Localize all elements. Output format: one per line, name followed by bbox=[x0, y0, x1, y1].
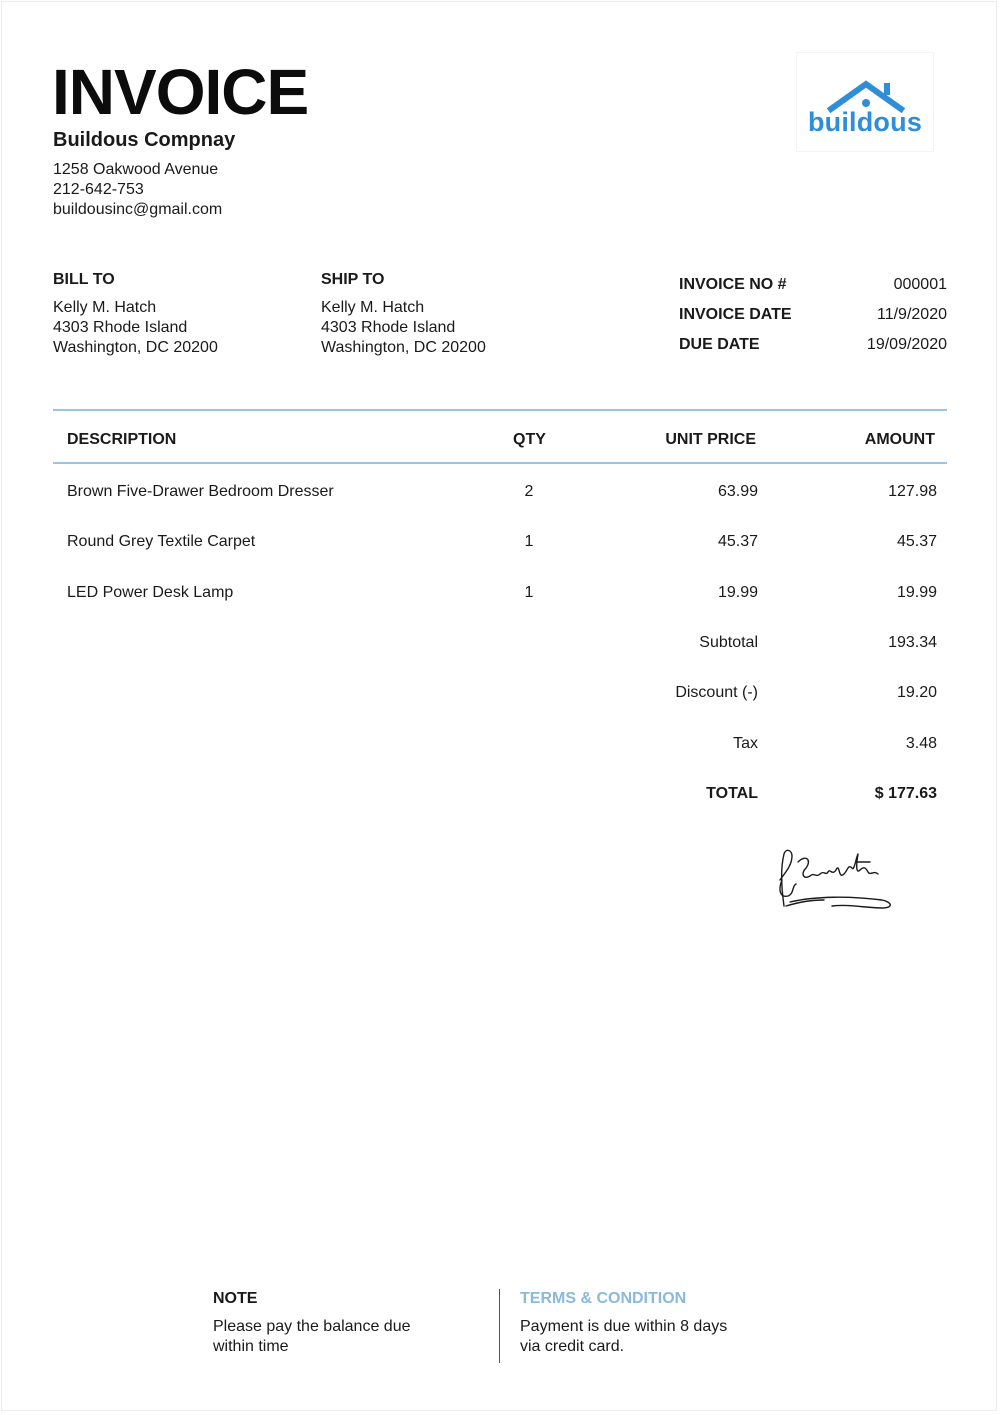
invoice-page bbox=[1, 1, 997, 1411]
ship-to-section bbox=[321, 270, 486, 358]
company-phone: 212-642-753 bbox=[53, 181, 144, 198]
subtotal-label: Subtotal bbox=[699, 634, 758, 651]
table-header-rule bbox=[53, 462, 947, 464]
invoice-number-value: 000001 bbox=[893, 276, 947, 293]
header-unit-price: UNIT PRICE bbox=[665, 431, 756, 448]
item-qty: 1 bbox=[524, 584, 534, 601]
note-heading: NOTE bbox=[213, 1290, 258, 1307]
discount-label: Discount (-) bbox=[675, 684, 758, 701]
item-unit-price: 19.99 bbox=[717, 584, 758, 601]
total-label: TOTAL bbox=[706, 785, 758, 802]
table-row bbox=[53, 482, 947, 502]
due-date-value: 19/09/2020 bbox=[866, 336, 947, 353]
item-amount: 19.99 bbox=[896, 584, 937, 601]
company-street: 1258 Oakwood Avenue bbox=[53, 161, 219, 178]
table-top-rule bbox=[53, 409, 947, 411]
header-description: DESCRIPTION bbox=[67, 431, 177, 448]
signature-image bbox=[770, 840, 898, 914]
item-description: LED Power Desk Lamp bbox=[67, 584, 234, 601]
company-address bbox=[53, 160, 222, 220]
discount-value: 19.20 bbox=[896, 684, 937, 701]
tax-row bbox=[53, 734, 947, 754]
ship-to-city: Washington, DC 20200 bbox=[321, 339, 486, 356]
ship-to-street: 4303 Rhode Island bbox=[321, 319, 456, 336]
due-date-label: DUE DATE bbox=[679, 336, 760, 353]
company-email: buildousinc@gmail.com bbox=[53, 201, 223, 218]
company-logo bbox=[796, 52, 934, 152]
terms-section bbox=[520, 1289, 727, 1357]
item-description: Round Grey Textile Carpet bbox=[67, 533, 256, 550]
bill-to-heading: BILL TO bbox=[53, 271, 115, 288]
item-description: Brown Five-Drawer Bedroom Dresser bbox=[67, 483, 334, 500]
invoice-number-row bbox=[679, 275, 947, 295]
note-section bbox=[213, 1289, 410, 1357]
ship-to-heading: SHIP TO bbox=[321, 271, 385, 288]
due-date-row bbox=[679, 335, 947, 355]
bill-to-name: Kelly M. Hatch bbox=[53, 299, 157, 316]
bill-to-street: 4303 Rhode Island bbox=[53, 319, 188, 336]
invoice-date-label: INVOICE DATE bbox=[679, 306, 792, 323]
table-row bbox=[53, 532, 947, 552]
note-text: Please pay the balance due within time bbox=[213, 1318, 411, 1355]
invoice-date-row bbox=[679, 305, 947, 325]
item-unit-price: 63.99 bbox=[717, 483, 758, 500]
header-qty: QTY bbox=[513, 431, 546, 448]
terms-heading: TERMS & CONDITION bbox=[520, 1290, 687, 1307]
footer-divider bbox=[499, 1289, 500, 1363]
subtotal-value: 193.34 bbox=[888, 634, 937, 651]
item-unit-price: 45.37 bbox=[717, 533, 758, 550]
item-qty: 2 bbox=[524, 483, 534, 500]
item-amount: 45.37 bbox=[896, 533, 937, 550]
tax-value: 3.48 bbox=[905, 735, 937, 752]
bill-to-city: Washington, DC 20200 bbox=[53, 339, 218, 356]
total-value: $ 177.63 bbox=[874, 785, 937, 802]
ship-to-name: Kelly M. Hatch bbox=[321, 299, 425, 316]
invoice-title: INVOICE bbox=[52, 56, 309, 128]
terms-text: Payment is due within 8 days via credit card. bbox=[520, 1318, 728, 1355]
total-row bbox=[53, 784, 947, 804]
logo-wordmark: buildous bbox=[807, 107, 923, 137]
discount-row bbox=[53, 683, 947, 703]
subtotal-row bbox=[53, 633, 947, 653]
invoice-number-label: INVOICE NO # bbox=[679, 276, 787, 293]
company-name: Buildous Compnay bbox=[53, 129, 236, 151]
tax-label: Tax bbox=[733, 735, 758, 752]
invoice-date-value: 11/9/2020 bbox=[877, 306, 947, 323]
item-qty: 1 bbox=[524, 533, 534, 550]
item-amount: 127.98 bbox=[888, 483, 937, 500]
table-row bbox=[53, 583, 947, 603]
header-amount: AMOUNT bbox=[864, 431, 935, 448]
bill-to-section bbox=[53, 270, 218, 358]
